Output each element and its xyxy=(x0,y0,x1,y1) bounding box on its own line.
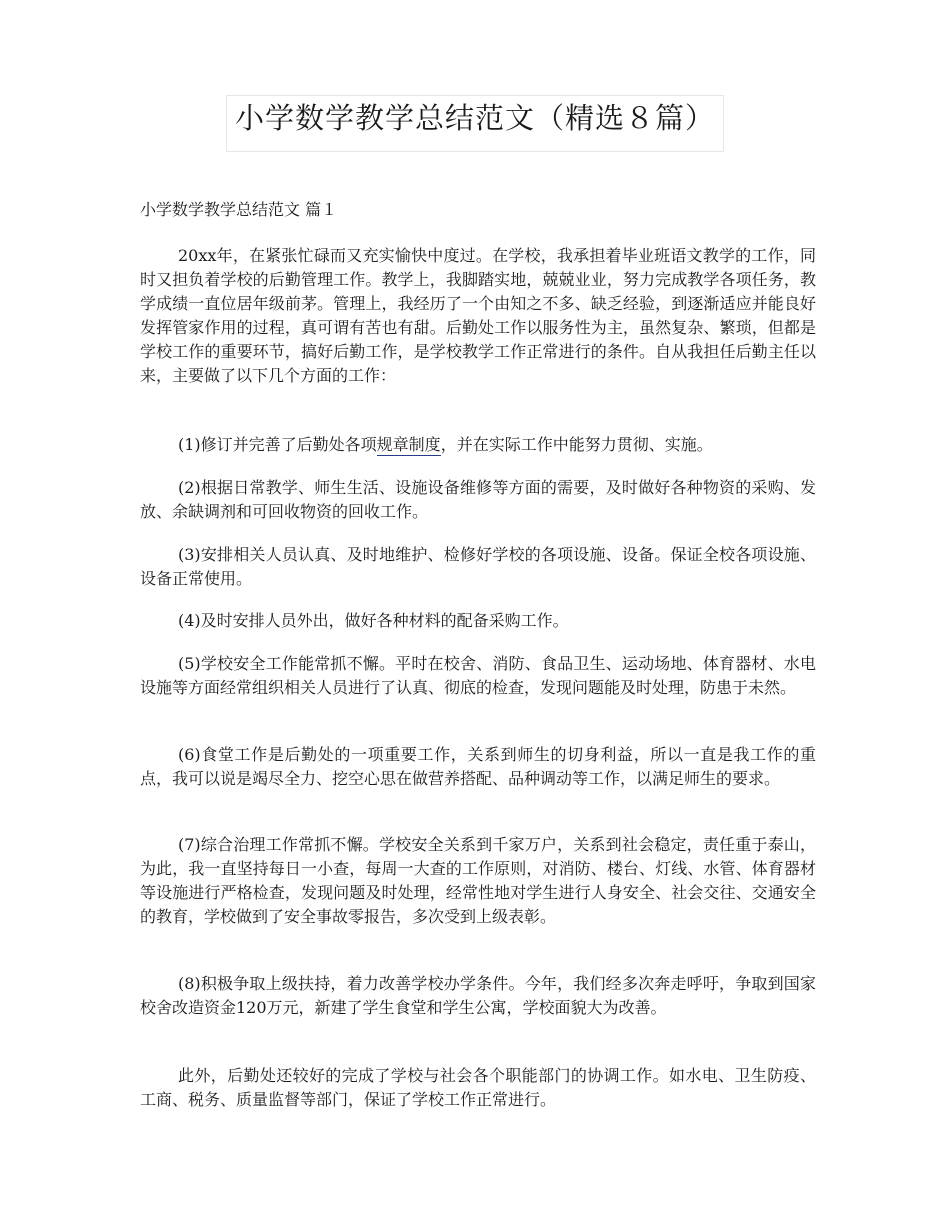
list-item-2: (2)根据日常教学、师生生活、设施设备维修等方面的需要，及时做好各种物资的采购、发放、余缺调剂和可回收物资的回收工作。 xyxy=(140,478,816,521)
list-item-7: (7)综合治理工作常抓不懈。学校安全关系到千家万户，关系到社会稳定，责任重于泰山，为此，我一直坚持每日一小查，每周一大查的工作原则，对消防、楼台、灯线、水管、体育器材等设施进行严格检查，发现问题及时处理，经常性地对学生进行人身安全、社会交往、交通安全的教育，学校做到了安全事故零报告，多次受到上级表彰。 xyxy=(140,835,816,926)
list-item-1-suffix: ，并在实际工作中能努力贯彻、实施。 xyxy=(440,435,713,454)
list-item-8: (8)积极争取上级扶持，着力改善学校办学条件。今年，我们经多次奔走呼吁，争取到国家校舍改造资金120万元，新建了学生食堂和学生公寓，学校面貌大为改善。 xyxy=(140,974,816,1017)
rules-link[interactable]: 规章制度 xyxy=(376,435,441,454)
list-item-6: (6)食堂工作是后勤处的一项重要工作，关系到师生的切身利益，所以一直是我工作的重点，我可以说是竭尽全力、挖空心思在做营养搭配、品种调动等工作，以满足师生的要求。 xyxy=(140,745,816,788)
document-title: 小学数学教学总结范文（精选８篇） xyxy=(234,101,715,135)
list-item-1-text: (1)修订并完善了后勤处各项 xyxy=(178,435,377,454)
list-item-3: (3)安排相关人员认真、及时地维护、检修好学校的各项设施、设备。保证全校各项设施、设备正常使用。 xyxy=(140,545,816,588)
closing-paragraph: 此外，后勤处还较好的完成了学校与社会各个职能部门的协调工作。如水电、卫生防疫、工商、税务、质量监督等部门，保证了学校工作正常进行。 xyxy=(140,1066,816,1109)
list-item-4: (4)及时安排人员外出，做好各种材料的配备采购工作。 xyxy=(178,611,569,630)
section-heading: 小学数学教学总结范文 篇１ xyxy=(140,200,338,219)
intro-paragraph: 20xx年，在紧张忙碌而又充实愉快中度过。在学校，我承担着毕业班语文教学的工作，同时又担负着学校的后勤管理工作。教学上，我脚踏实地，兢兢业业，努力完成教学各项任务，教学成绩一直位居年级前茅。管理上，我经历了一个由知之不多、缺乏经验，到逐渐适应并能良好发挥管家作用的过程，真可谓有苦也有甜。后勤处工作以服务性为主，虽然复杂、繁琐，但都是学校工作的重要环节，搞好后勤工作，是学校教学工作正常进行的条件。自从我担任后勤主任以来，主要做了以下几个方面的工作： xyxy=(140,246,816,385)
list-item-5: (5)学校安全工作能常抓不懈。平时在校舍、消防、食品卫生、运动场地、体育器材、水电设施等方面经常组织相关人员进行了认真、彻底的检查，发现问题能及时处理，防患于未然。 xyxy=(140,654,816,697)
list-item-1 xyxy=(140,433,816,457)
